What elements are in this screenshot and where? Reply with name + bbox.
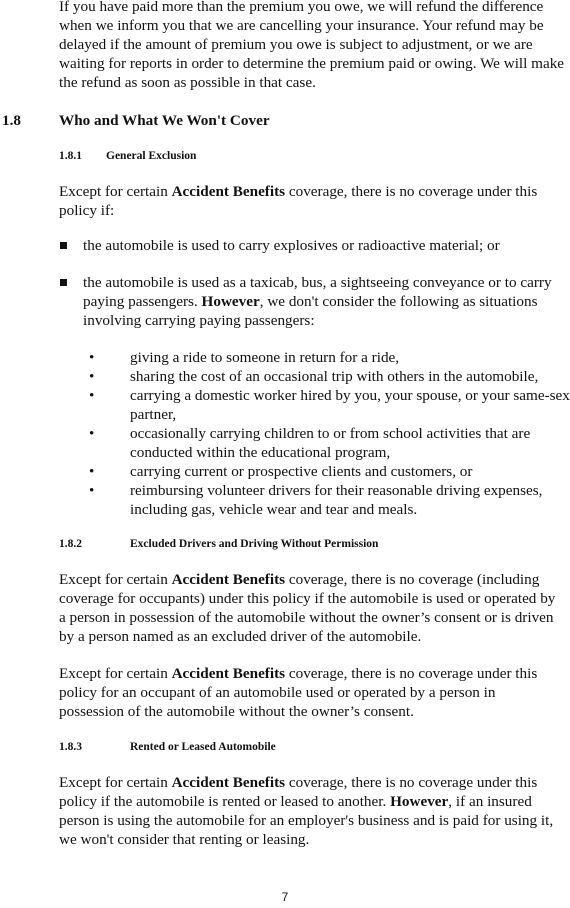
exclusion-item-taxicab: the automobile is used as a taxicab, bus, a sightseeing conveyance or to carry paying passengers. However, we don't consider the following as situations involving carrying paying passengers: bbox=[83, 274, 552, 329]
dot-bullet: • bbox=[89, 463, 95, 480]
dot-bullet: • bbox=[89, 425, 95, 442]
dot-bullet: • bbox=[89, 368, 95, 385]
excluded-drivers-paragraph-1: Except for certain Accident Benefits coverage, there is no coverage (including coverage for occupants) under this policy if the automobile is used or operated by a person in possession of the automobile without the owner’s consent or is driven by a person named as an excluded driver of the automobile. bbox=[59, 571, 556, 645]
list-item: giving a ride to someone in return for a ride, bbox=[130, 349, 400, 366]
section-title: Who and What We Won't Cover bbox=[59, 112, 270, 129]
list-item: occasionally carrying children to or from school activities that are conducted within the educational program, bbox=[130, 425, 531, 461]
list-item: reimbursing volunteer drivers for their reasonable driving expenses, including gas, vehicle wear and tear and meals. bbox=[130, 482, 543, 518]
page-number: 7 bbox=[281, 890, 289, 904]
subsection-number-1-8-2: 1.8.2 bbox=[59, 538, 82, 550]
general-exclusion-paragraph: Except for certain Accident Benefits coverage, there is no coverage under this policy if: bbox=[59, 183, 538, 219]
subsection-title-general-exclusion: General Exclusion bbox=[106, 150, 197, 162]
subsection-title-excluded-drivers: Excluded Drivers and Driving Without Permission bbox=[130, 538, 379, 550]
subsection-title-rented-leased: Rented or Leased Automobile bbox=[130, 741, 276, 753]
square-bullet bbox=[60, 279, 67, 286]
exclusion-item-explosives: the automobile is used to carry explosives or radioactive material; or bbox=[83, 237, 500, 254]
section-number: 1.8 bbox=[2, 112, 21, 129]
square-bullet bbox=[60, 242, 67, 249]
intro-paragraph: If you have paid more than the premium you owe, we will refund the difference when we inform you that we are cancelling your insurance. Your refund may be delayed if the amount of premium you owe is subject to adjustment, or we are waiting for reports in order to determine the premium paid or owing. We will make the refund as soon as possible in that case. bbox=[59, 0, 565, 91]
rented-leased-paragraph: Except for certain Accident Benefits coverage, there is no coverage under this policy if the automobile is rented or leased to another. However, if an insured person is using the automobile for an employer's business and is paid for using it, we won't consider that renting or leasing. bbox=[59, 774, 554, 848]
dot-bullet: • bbox=[89, 482, 95, 499]
dot-bullet: • bbox=[89, 387, 95, 404]
subsection-number-1-8-1: 1.8.1 bbox=[59, 150, 82, 162]
subsection-number-1-8-3: 1.8.3 bbox=[59, 741, 82, 753]
list-item: sharing the cost of an occasional trip with others in the automobile, bbox=[130, 368, 539, 385]
list-item: carrying current or prospective clients and customers, or bbox=[130, 463, 473, 480]
excluded-drivers-paragraph-2: Except for certain Accident Benefits coverage, there is no coverage under this policy for an occupant of an automobile used or operated by a person in possession of the automobile without the owner’s consent. bbox=[59, 665, 538, 720]
list-item: carrying a domestic worker hired by you, your spouse, or your same-sex partner, bbox=[130, 387, 570, 423]
dot-bullet: • bbox=[89, 349, 95, 366]
